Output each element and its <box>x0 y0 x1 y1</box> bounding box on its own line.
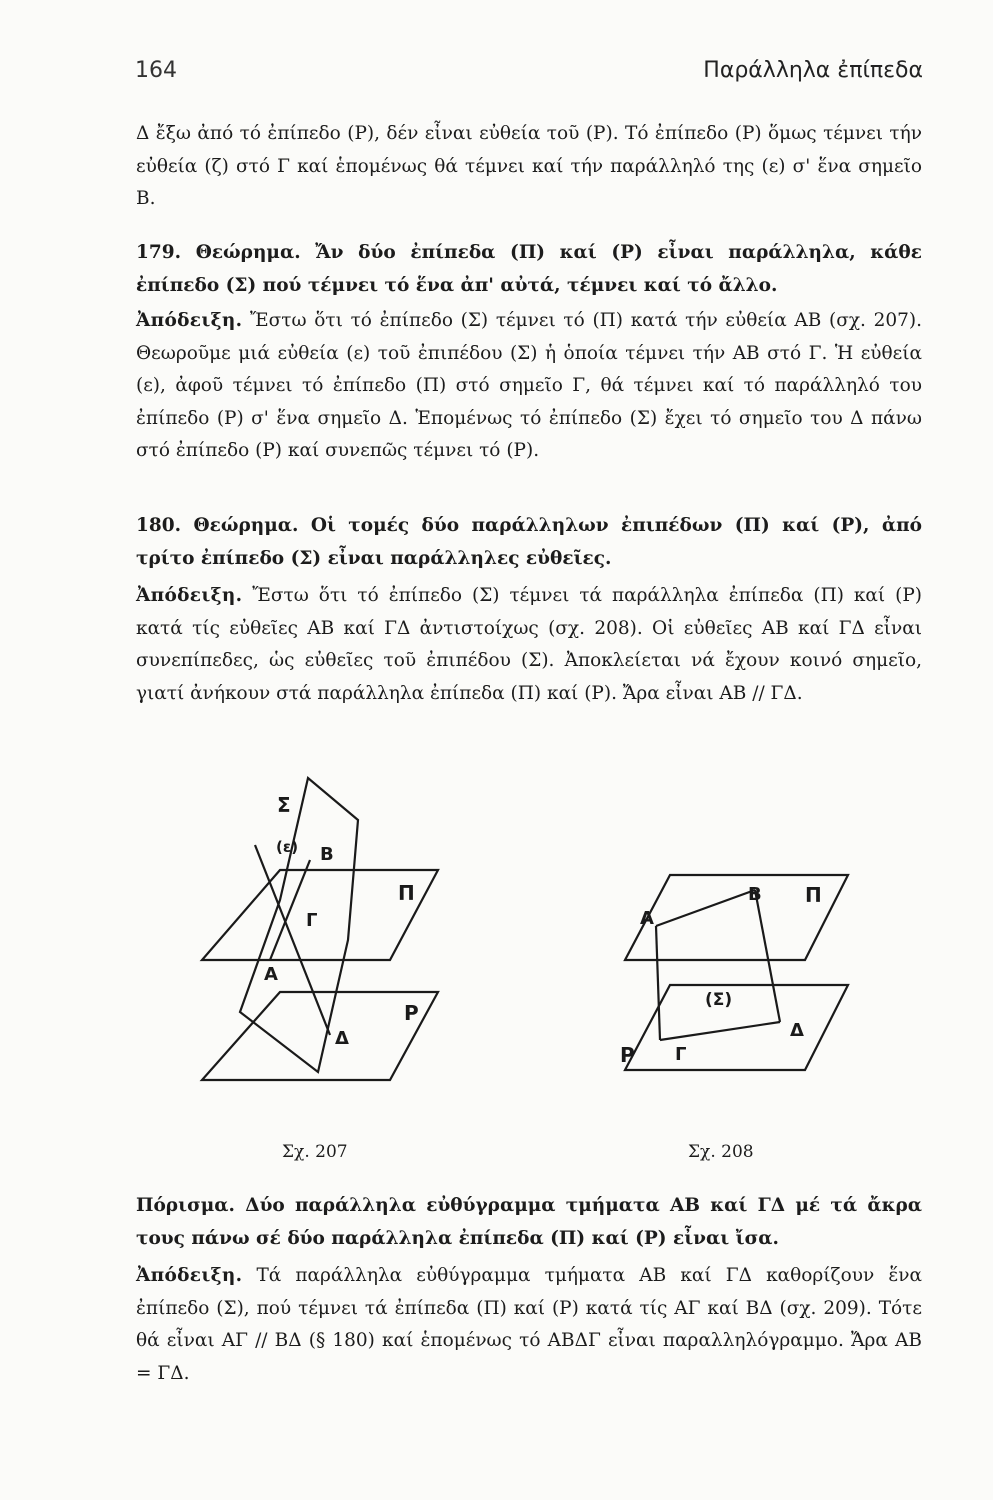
segment-BD <box>755 890 780 1022</box>
label-delta: Δ <box>790 1020 804 1041</box>
proof-porisma-label: Ἀπόδειξη. <box>136 1265 243 1286</box>
proof-179-body <box>136 305 922 468</box>
theorem-180-heading: 180. Θεώρημα. <box>136 515 299 536</box>
label-epsilon: (ε) <box>276 838 299 856</box>
page-number: 164 <box>135 58 177 83</box>
theorem-180 <box>136 510 922 575</box>
proof-179 <box>136 305 922 468</box>
segment-AB <box>656 890 755 926</box>
theorem-180-text: Οἱ τομές δύο παράλληλων ἐπιπέδων (Π) καί (Ρ), ἀπό τρίτο ἐπίπεδο (Σ) εἶναι παράλληλες εὐθεῖες. <box>136 515 922 569</box>
label-gamma: Γ <box>306 910 318 931</box>
label-rho: Ρ <box>620 1043 635 1067</box>
proof-179-text: Ἔστω ὅτι τό ἐπίπεδο (Σ) τέμνει τό (Π) κατά τήν εὐθεία ΑΒ (σχ. 207). Θεωροῦμε μιά εὐθεία (ε) τοῦ ἐπιπέδου (Σ) ἡ ὁποία τέμνει τήν ΑΒ στό Γ. Ἡ εὐθεία (ε), ἀφοῦ τέμνει τό ἐπίπεδο (Π) στό σημεῖο Γ, θά τέμνει καί τό παράλληλό του ἐπίπεδο (Ρ) σ' ἕνα σημεῖο Δ. Ἑπομένως τό ἐπίπεδο (Σ) ἔχει τό σημεῖο του Δ πάνω στό ἐπίπεδο (Ρ) καί συνεπῶς τέμνει τό (Ρ). <box>136 310 922 461</box>
segment-AC <box>656 926 660 1040</box>
theorem-179-statement <box>136 237 922 302</box>
proof-180-body <box>136 580 922 710</box>
label-delta: Δ <box>335 1028 349 1049</box>
label-A: Α <box>640 908 654 929</box>
caption-fig-208: Σχ. 208 <box>688 1142 754 1162</box>
proof-179-label: Ἀπόδειξη. <box>136 310 243 331</box>
page-header <box>130 58 923 98</box>
label-gamma: Γ <box>675 1044 687 1065</box>
label-A: Α <box>264 964 278 985</box>
theorem-180-statement <box>136 510 922 575</box>
label-pi: Π <box>805 883 822 907</box>
figure-208 <box>600 860 860 1090</box>
label-B: Β <box>748 884 762 905</box>
proof-porisma <box>136 1260 922 1390</box>
proof-porisma-text: Τά παράλληλα εὐθύγραμμα τμήματα ΑΒ καί ΓΔ καθορίζουν ἕνα ἐπίπεδο (Σ), πού τέμνει τά ἐπίπεδα (Π) καί (Ρ) κατά τίς ΑΓ καί ΒΔ (σχ. 209). Τότε θά εἶναι ΑΓ // ΒΔ (§ 180) καί ἑπομένως τό ΑΒΔΓ εἶναι παραλληλόγραμμο. Ἄρα ΑΒ = ΓΔ. <box>136 1265 922 1384</box>
proof-180 <box>136 580 922 710</box>
theorem-179-text: Ἄν δύο ἐπίπεδα (Π) καί (Ρ) εἶναι παράλληλα, κάθε ἐπίπεδο (Σ) πού τέμνει τό ἕνα ἀπ' αὐτά, τέμνει καί τό ἄλλο. <box>136 242 922 296</box>
paragraph-continuation <box>136 118 922 216</box>
theorem-179 <box>136 237 922 302</box>
theorem-179-heading: 179. Θεώρημα. <box>136 242 301 263</box>
label-sigma: (Σ) <box>705 990 733 1010</box>
porisma <box>136 1190 922 1255</box>
porisma-heading: Πόρισμα. <box>136 1195 235 1216</box>
figure-207 <box>180 760 450 1100</box>
paragraph-text: Δ ἔξω ἀπό τό ἐπίπεδο (Ρ), δέν εἶναι εὐθεία τοῦ (Ρ). Τό ἐπίπεδο (Ρ) ὅμως τέμνει τήν εὐθεία (ζ) στό Γ καί ἑπομένως θά τέμνει καί τήν παράλληλό της (ε) σ' ἕνα σημεῖο Β. <box>136 123 922 209</box>
label-B: Β <box>320 844 334 865</box>
proof-180-text: Ἔστω ὅτι τό ἐπίπεδο (Σ) τέμνει τά παράλληλα ἐπίπεδα (Π) καί (Ρ) κατά τίς εὐθεῖες ΑΒ καί ΓΔ ἀντιστοίχως (σχ. 208). Οἱ εὐθεῖες ΑΒ καί ΓΔ εἶναι συνεπίπεδες, ὡς εὐθεῖες τοῦ ἐπιπέδου (Σ). Ἀποκλείεται νά ἔχουν κοινό σημεῖο, γιατί ἀνήκουν στά παράλληλα ἐπίπεδα (Π) καί (Ρ). Ἄρα εἶναι ΑΒ // ΓΔ. <box>136 585 922 704</box>
proof-porisma-body <box>136 1260 922 1390</box>
label-sigma: Σ <box>277 793 291 817</box>
porisma-text: Δύο παράλληλα εὐθύγραμμα τμήματα ΑΒ καί ΓΔ μέ τά ἄκρα τους πάνω σέ δύο παράλληλα ἐπίπεδα (Π) καί (Ρ) εἶναι ἴσα. <box>136 1195 922 1249</box>
segment-CD <box>660 1022 780 1040</box>
label-pi: Π <box>398 881 415 905</box>
label-rho: Ρ <box>404 1001 419 1025</box>
caption-fig-207: Σχ. 207 <box>282 1142 348 1162</box>
running-title: Παράλληλα ἐπίπεδα <box>703 58 923 83</box>
proof-180-label: Ἀπόδειξη. <box>136 585 243 606</box>
porisma-statement <box>136 1190 922 1255</box>
